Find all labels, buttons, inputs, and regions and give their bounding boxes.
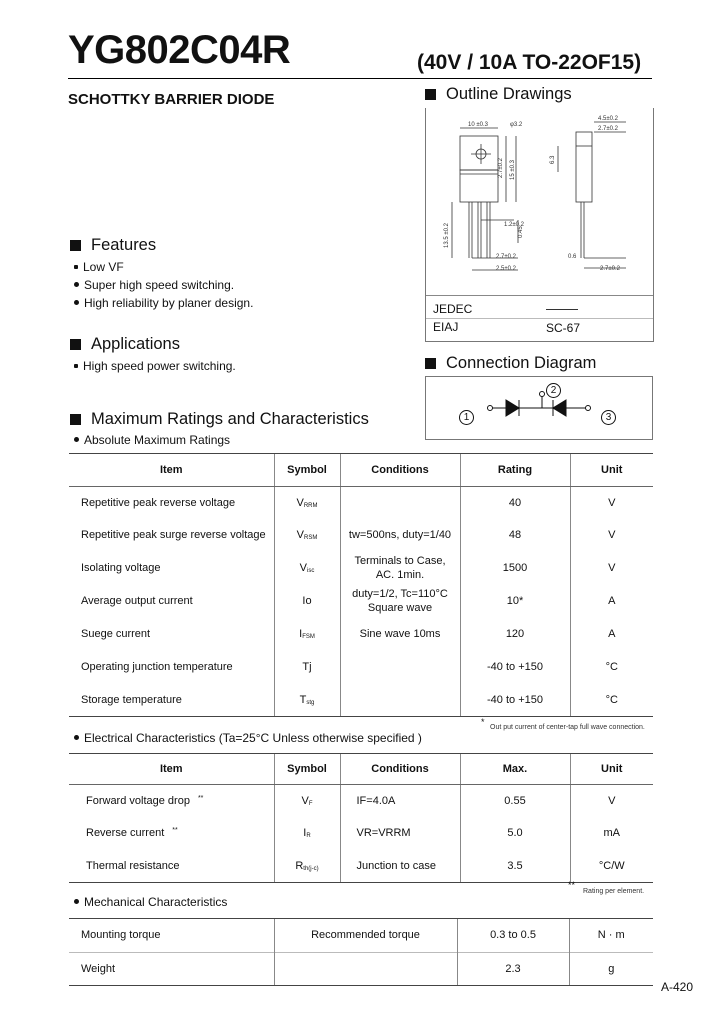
- item-cell: [69, 784, 274, 817]
- item-cell: [69, 849, 274, 882]
- value-cell: 0.3 to 0.5: [457, 919, 569, 952]
- symbol-text: V: [299, 562, 307, 575]
- eiaj-rule: [426, 318, 653, 319]
- svg-text:4.5±0.2: 4.5±0.2: [598, 116, 618, 122]
- mechanical-table: [69, 919, 653, 985]
- svg-text:2.7±0.2: 2.7±0.2: [498, 158, 504, 178]
- eiaj-value: SC-67: [546, 321, 581, 335]
- feature-item-2: High reliability by planer design.: [74, 296, 253, 310]
- item-cell: Operating junction temperature: [81, 660, 233, 673]
- abs-max-title: Absolute Maximum Ratings: [74, 433, 230, 447]
- mechanical-table-frame: [69, 918, 653, 986]
- table-row: [69, 617, 653, 650]
- rating-cell: 120: [460, 617, 570, 650]
- conditions-cell: [340, 650, 460, 683]
- symbol-text: R: [295, 859, 304, 872]
- col-header-max: Max.: [460, 754, 570, 784]
- table-row: [69, 650, 653, 683]
- jedec-top-rule: [426, 295, 653, 296]
- rating-cell: 40: [460, 486, 570, 519]
- item-cell: [69, 817, 274, 850]
- conditions-cell: Sine wave 10ms: [340, 617, 460, 650]
- conditions-cell: [340, 683, 460, 716]
- features-title: Features: [70, 236, 156, 255]
- table-row: [69, 585, 653, 618]
- symbol-cell: [274, 486, 340, 519]
- conditions-cell: Junction to case: [340, 849, 460, 882]
- mechanical-title: Mechanical Characteristics: [74, 895, 227, 909]
- applications-title: Applications: [70, 335, 180, 354]
- symbol-subscript: RSM: [304, 535, 318, 542]
- item-cell: Mounting torque: [81, 929, 161, 942]
- svg-text:2.5±0.2: 2.5±0.2: [496, 266, 516, 272]
- item-cell: Weight: [81, 962, 116, 975]
- item-cell: Storage temperature: [81, 693, 182, 706]
- svg-text:0.45: 0.45: [518, 226, 524, 238]
- col-header-item: Item: [69, 454, 274, 486]
- eiaj-label: EIAJ: [433, 320, 459, 334]
- item-text: Thermal resistance: [86, 859, 180, 872]
- conditions-cell: VR=VRRM: [340, 817, 460, 850]
- jedec-label: JEDEC: [433, 302, 473, 316]
- symbol-text: V: [296, 529, 304, 542]
- col-header-conditions: Conditions: [340, 754, 460, 784]
- table-row: [69, 817, 653, 850]
- svg-text:0.6: 0.6: [568, 254, 577, 260]
- svg-text:2.7±0.2: 2.7±0.2: [600, 266, 620, 272]
- col-header-conditions: Conditions: [340, 454, 460, 486]
- abs-max-table-frame: [69, 453, 653, 717]
- svg-text:φ3.2: φ3.2: [510, 122, 523, 128]
- item-cell: Repetitive peak surge reverse voltage: [81, 529, 266, 542]
- symbol-cell: [274, 683, 340, 716]
- unit-cell: V: [570, 486, 653, 519]
- col-header-unit: Unit: [570, 754, 653, 784]
- conditions-cell: IF=4.0A: [340, 784, 460, 817]
- rating-cell: -40 to +150: [460, 683, 570, 716]
- footnote-star: *: [481, 717, 485, 727]
- unit-cell: °C: [570, 683, 653, 716]
- table-row: [69, 486, 653, 519]
- symbol-cell: [274, 585, 340, 618]
- symbol-subscript: isc: [307, 568, 315, 575]
- abs-max-table: [69, 454, 653, 716]
- bullet-icon: [74, 300, 79, 305]
- symbol-cell: [274, 552, 340, 585]
- symbol-subscript: R: [306, 833, 311, 839]
- symbol-text: I: [299, 627, 303, 640]
- unit-cell: °C: [570, 650, 653, 683]
- symbol-cell: [274, 650, 340, 683]
- unit-cell: N · m: [569, 919, 653, 952]
- symbol-text: V: [301, 794, 309, 807]
- col-header-symbol: Symbol: [274, 454, 340, 486]
- unit-cell: °C/W: [570, 849, 653, 882]
- bullet-icon: [74, 437, 79, 442]
- feature-item-0: Low VF: [74, 260, 124, 274]
- symbol-subscript: stg: [306, 699, 315, 706]
- table-row: [69, 952, 653, 985]
- conditions-cell: duty=1/2, Tc=110°C Square wave: [340, 585, 460, 618]
- symbol-subscript: FSM: [302, 633, 315, 640]
- square-bullet-icon: [425, 358, 436, 369]
- connection-title: Connection Diagram: [425, 354, 596, 373]
- electrical-title: Electrical Characteristics (Ta=25°C Unless otherwise specified ): [74, 731, 422, 745]
- outline-title: Outline Drawings: [425, 85, 572, 104]
- electrical-table-frame: [69, 753, 653, 883]
- connection-diagram-box: [425, 376, 653, 440]
- electrical-footnote: Rating per element.: [583, 888, 645, 895]
- jedec-value-dash: [546, 309, 578, 310]
- symbol-text: I: [303, 827, 307, 839]
- application-item-0: High speed power switching.: [74, 359, 236, 373]
- col-header-symbol: Symbol: [274, 754, 340, 784]
- item-text: Forward voltage drop: [86, 794, 190, 807]
- symbol-text: Io: [302, 595, 312, 607]
- abs-footnote: Out put current of center-tap full wave connection.: [490, 724, 645, 731]
- symbol-subscript: F: [308, 800, 313, 807]
- svg-text:10 ±0.3: 10 ±0.3: [468, 122, 488, 128]
- square-bullet-icon: [70, 414, 81, 425]
- col-header-item: Item: [69, 754, 274, 784]
- max-cell: 3.5: [460, 849, 570, 882]
- table-row: [69, 849, 653, 882]
- item-cell: Isolating voltage: [81, 562, 161, 575]
- bullet-icon: [74, 265, 78, 269]
- rating-summary: (40V / 10A TO-22OF15): [417, 51, 642, 74]
- value-cell: 2.3: [457, 952, 569, 985]
- outline-drawing-box: [425, 108, 654, 342]
- pin-3-label: 3: [601, 410, 616, 425]
- table-row: [69, 683, 653, 716]
- bullet-icon: [74, 735, 79, 740]
- item-cell: Average output current: [81, 595, 193, 607]
- electrical-table: [69, 754, 653, 882]
- page-number: A-420: [661, 980, 694, 994]
- rating-cell: 10*: [460, 585, 570, 618]
- svg-text:2.7±0.2: 2.7±0.2: [496, 254, 516, 260]
- table-row: [69, 552, 653, 585]
- svg-text:15 ±0.3: 15 ±0.3: [510, 160, 516, 180]
- symbol-subscript: RRM: [303, 502, 318, 509]
- max-cell: 5.0: [460, 817, 570, 850]
- item-mark: **: [172, 827, 178, 834]
- unit-cell: A: [570, 617, 653, 650]
- connection-diagram: [426, 377, 652, 439]
- table-row: [69, 784, 653, 817]
- square-bullet-icon: [70, 339, 81, 350]
- rating-cell: -40 to +150: [460, 650, 570, 683]
- header-rule: [68, 78, 652, 79]
- unit-cell: mA: [570, 817, 653, 850]
- symbol-cell: [274, 784, 340, 817]
- rating-cell: 48: [460, 519, 570, 552]
- svg-text:13.5 ±0.2: 13.5 ±0.2: [444, 223, 450, 248]
- item-cell: Repetitive peak reverse voltage: [81, 496, 236, 509]
- square-bullet-icon: [70, 240, 81, 251]
- col-header-rating: Rating: [460, 454, 570, 486]
- feature-item-1: Super high speed switching.: [74, 278, 234, 292]
- unit-cell: V: [570, 519, 653, 552]
- bullet-icon: [74, 364, 78, 368]
- device-type: SCHOTTKY BARRIER DIODE: [68, 91, 275, 108]
- unit-cell: V: [570, 552, 653, 585]
- symbol-subscript: th(j-c): [303, 865, 319, 872]
- package-outline-drawing: [426, 108, 653, 298]
- svg-text:6.3: 6.3: [550, 155, 556, 164]
- conditions-cell: [340, 486, 460, 519]
- svg-text:2.7±0.2: 2.7±0.2: [598, 126, 618, 132]
- footnote-double-star: **: [568, 880, 576, 890]
- symbol-text: Tj: [302, 660, 312, 673]
- symbol-text: V: [296, 496, 304, 509]
- symbol-text: T: [299, 693, 307, 706]
- conditions-cell: Recommended torque: [274, 919, 457, 952]
- table-row: [69, 519, 653, 552]
- unit-cell: A: [570, 585, 653, 618]
- unit-cell: g: [569, 952, 653, 985]
- item-cell: Suege current: [81, 627, 151, 640]
- max-cell: 0.55: [460, 784, 570, 817]
- symbol-cell: [274, 519, 340, 552]
- item-mark: **: [197, 794, 204, 802]
- ratings-title: Maximum Ratings and Characteristics: [70, 410, 369, 429]
- conditions-cell: [274, 952, 457, 985]
- conditions-cell: Terminals to Case, AC. 1min.: [340, 552, 460, 585]
- square-bullet-icon: [425, 89, 436, 100]
- rating-cell: 1500: [460, 552, 570, 585]
- part-number: YG802C04R: [68, 28, 291, 72]
- col-header-unit: Unit: [570, 454, 653, 486]
- unit-cell: V: [570, 784, 653, 817]
- pin-2-label: 2: [546, 383, 561, 398]
- symbol-cell: [274, 849, 340, 882]
- table-row: [69, 919, 653, 952]
- pin-1-label: 1: [459, 410, 474, 425]
- bullet-icon: [74, 282, 79, 287]
- symbol-cell: [274, 617, 340, 650]
- symbol-cell: [274, 817, 340, 850]
- bullet-icon: [74, 899, 79, 904]
- item-text: Reverse current: [86, 827, 165, 839]
- conditions-cell: tw=500ns, duty=1/40: [340, 519, 460, 552]
- svg-text:1.2±0.2: 1.2±0.2: [504, 222, 524, 228]
